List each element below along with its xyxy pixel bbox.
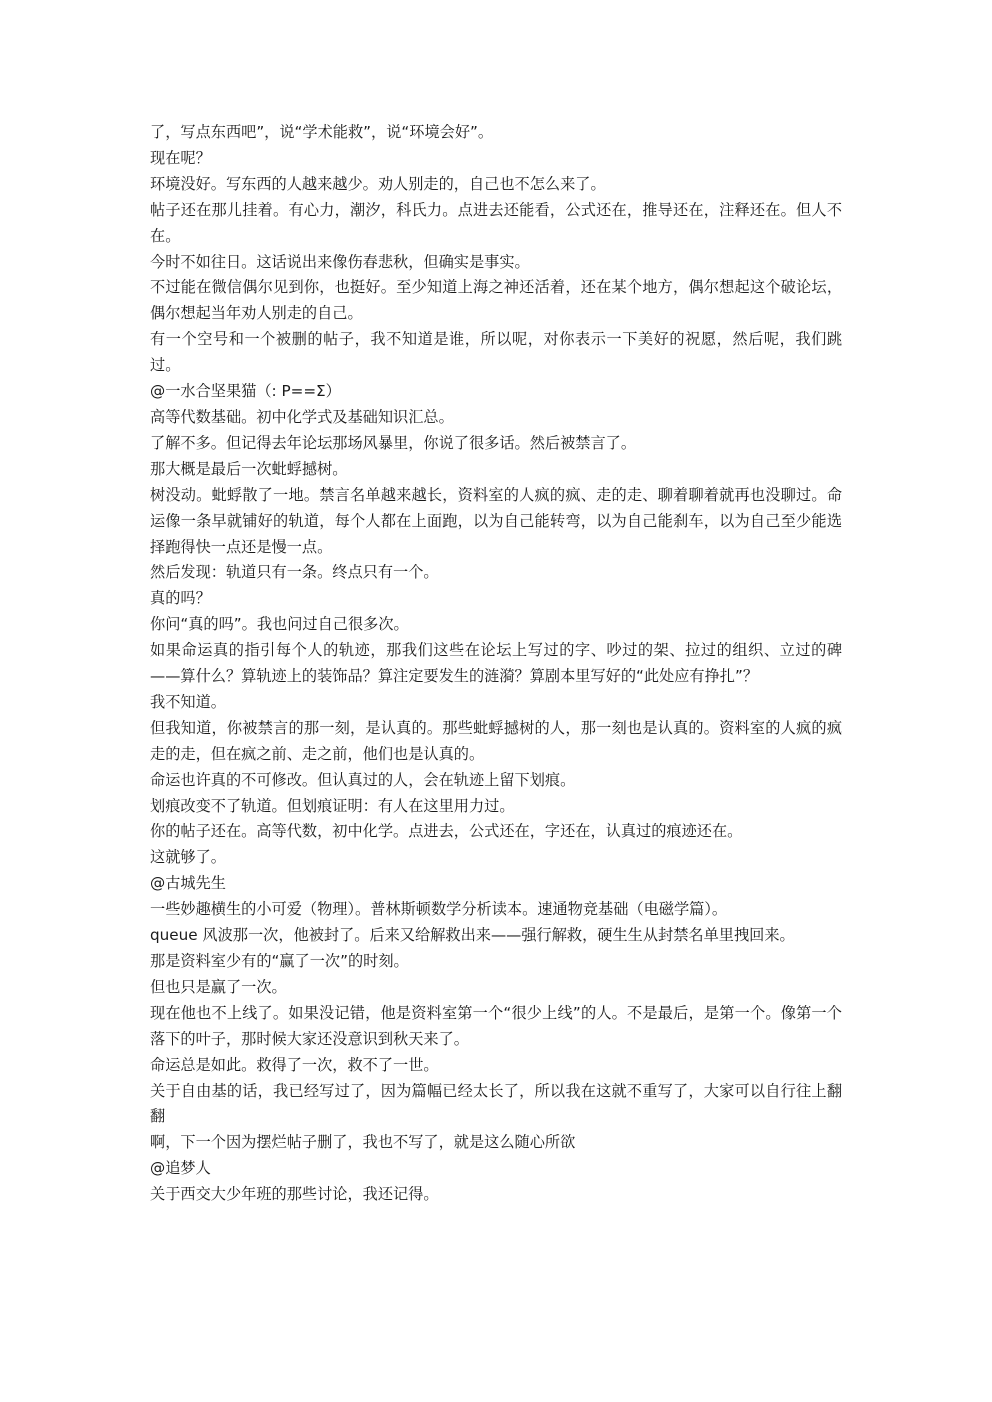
- paragraph: 高等代数基础。初中化学式及基础知识汇总。: [150, 407, 454, 426]
- paragraph: 这就够了。: [150, 848, 226, 867]
- paragraph: 那是资料室少有的“赢了一次”的时刻。: [150, 952, 409, 970]
- paragraph: 啊，下一个因为摆烂帖子删了，我也不写了，就是这么随心所欲: [150, 1133, 576, 1152]
- paragraph: 关于西交大少年班的那些讨论，我还记得。: [150, 1185, 439, 1204]
- paragraph: 我不知道。: [150, 692, 226, 711]
- paragraph: 帖子还在那儿挂着。有心力，潮汐，科氏力。点进去还能看，公式还在，推导还在，注释还在。但人不在。: [150, 200, 842, 245]
- paragraph: 现在呢？: [150, 148, 211, 167]
- paragraph: 命运也许真的不可修改。但认真过的人，会在轨迹上留下划痕。: [150, 770, 576, 789]
- paragraph: 你的帖子还在。高等代数，初中化学。点进去，公式还在，字还在，认真过的痕迹还在。: [150, 822, 743, 841]
- paragraph: 但我知道，你被禁言的那一刻，是认真的。那些蚍蜉撼树的人，那一刻也是认真的。资料室的人疯的疯走的走，但在疯之前、走之前，他们也是认真的。: [150, 718, 842, 763]
- mention-heading: @古城先生: [150, 874, 226, 893]
- paragraph: 现在他也不上线了。如果没记错，他是资料室第一个“很少上线”的人。不是最后，是第一个。像第一个落下的叶子，那时候大家还没意识到秋天来了。: [150, 1003, 842, 1048]
- paragraph: 树没动。蚍蜉散了一地。禁言名单越来越长，资料室的人疯的疯、走的走、聊着聊着就再也没聊过。命运像一条早就铺好的轨道，每个人都在上面跑，以为自己能转弯，以为自己能刹车，以为自己至少能选择跑得快一点还是慢一点。: [150, 485, 842, 556]
- paragraph: 关于自由基的话，我已经写过了，因为篇幅已经太长了，所以我在这就不重写了，大家可以自行往上翻翻: [150, 1081, 842, 1126]
- paragraph: 不过能在微信偶尔见到你，也挺好。至少知道上海之神还活着，还在某个地方，偶尔想起这个破论坛，偶尔想起当年劝人别走的自己。: [150, 278, 842, 323]
- paragraph: 命运总是如此。救得了一次，救不了一世。: [150, 1055, 439, 1074]
- paragraph: 了，写点东西吧”，说“学术能救”，说“环境会好”。: [150, 123, 494, 141]
- mention-heading: @一水合坚果猫（: P==Σ）: [150, 382, 341, 401]
- paragraph: 真的吗？: [150, 589, 211, 608]
- paragraph: 划痕改变不了轨道。但划痕证明：有人在这里用力过。: [150, 796, 515, 815]
- mention-heading: @追梦人: [150, 1159, 211, 1178]
- paragraph: 然后发现：轨道只有一条。终点只有一个。: [150, 563, 439, 582]
- paragraph: queue 风波那一次，他被封了。后来又给解救出来——强行解救，硬生生从封禁名单里拽回来。: [150, 926, 795, 945]
- document-body: [150, 120, 842, 1208]
- paragraph: 但也只是赢了一次。: [150, 977, 287, 996]
- paragraph: 一些妙趣横生的小可爱（物理）。普林斯顿数学分析读本。速通物竞基础（电磁学篇）。: [150, 900, 728, 919]
- paragraph: 了解不多。但记得去年论坛那场风暴里，你说了很多话。然后被禁言了。: [150, 433, 636, 452]
- paragraph: 有一个空号和一个被删的帖子，我不知道是谁，所以呢，对你表示一下美好的祝愿，然后呢，我们跳过。: [150, 330, 842, 375]
- paragraph: 如果命运真的指引每个人的轨迹，那我们这些在论坛上写过的字、吵过的架、拉过的组织、立过的碑——算什么？算轨迹上的装饰品？算注定要发生的涟漪？算剧本里写好的“此处应有挣扎”？: [150, 641, 842, 686]
- paragraph: 那大概是最后一次蚍蜉撼树。: [150, 459, 348, 478]
- paragraph: 你问“真的吗”。我也问过自己很多次。: [150, 615, 409, 634]
- paragraph: 今时不如往日。这话说出来像伤春悲秋，但确实是事实。: [150, 252, 530, 271]
- paragraph: 环境没好。写东西的人越来越少。劝人别走的，自己也不怎么来了。: [150, 174, 606, 193]
